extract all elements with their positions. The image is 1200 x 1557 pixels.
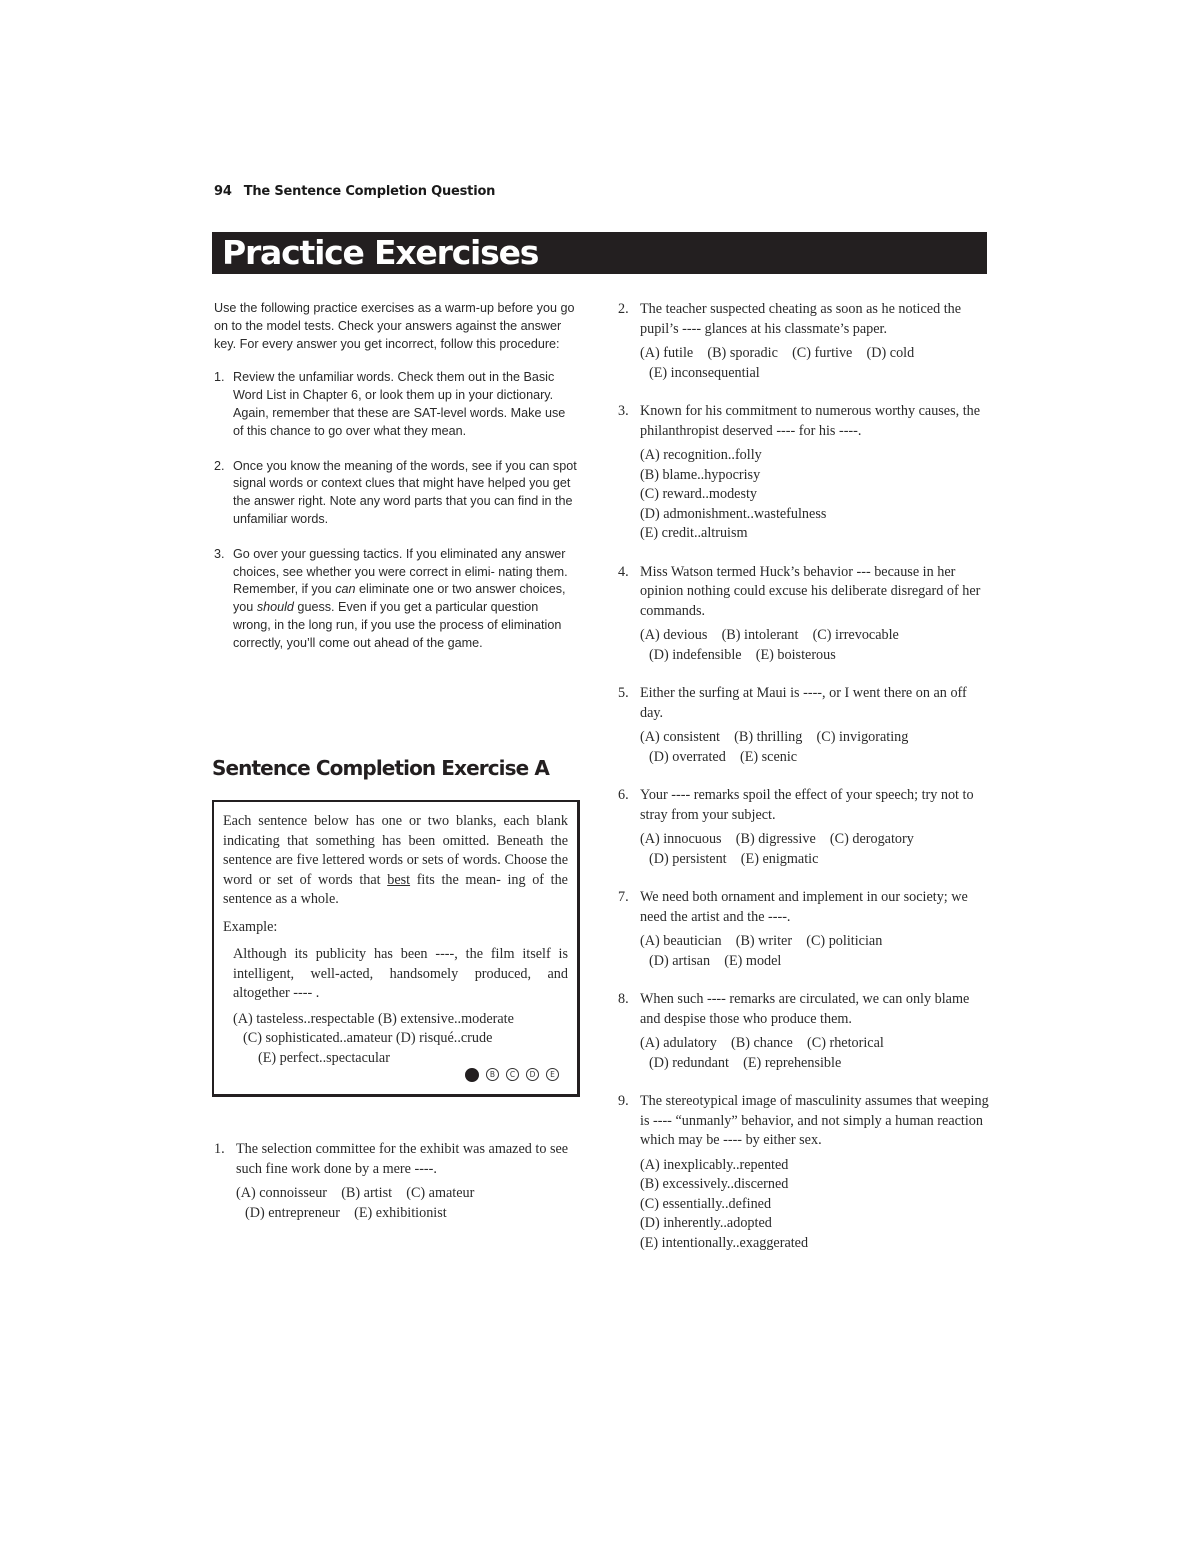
step-text: Once you know the meaning of the words, see if you can spot signal words or context clues that might have helped you get the answer right. Note any word parts that you can find in the unfamiliar words. — [233, 458, 577, 526]
answer-choices — [640, 626, 990, 665]
directions-box — [212, 800, 580, 1097]
question-stem: Your ---- remarks spoil the effect of your speech; try not to stray from your subject. — [640, 787, 974, 823]
example-choice-line: (A) tasteless..respectable (B) extensive..moderate — [233, 1010, 514, 1027]
question-number: 4. — [618, 563, 629, 580]
choice-line: (B) blame..hypocrisy — [640, 466, 761, 483]
question-item — [618, 402, 990, 544]
choice-line: (C) reward..modesty — [640, 486, 758, 502]
answer-bubble: B — [486, 1068, 499, 1081]
choice-line: (A) consistent (B) thrilling (C) invigorating — [640, 729, 909, 745]
example-choice-line: (E) perfect..spectacular — [258, 1049, 390, 1066]
step-text-part: eliminate one or two answer choices, you — [233, 582, 566, 615]
title-banner — [212, 232, 987, 274]
question-item — [618, 888, 990, 971]
page-title: Practice Exercises — [222, 233, 539, 272]
question-number: 9. — [618, 1093, 629, 1109]
emphasis-should: should — [256, 600, 294, 615]
question-item — [618, 1092, 990, 1253]
directions-text-part: Each sentence below has one or two blanks, each blank indicating that something has been omitted. Beneath the sentence are five lettered words or sets of words. Choose the word or set of words that — [223, 813, 568, 888]
directions-text — [223, 812, 568, 910]
choice-line: (A) devious (B) intolerant (C) irrevocable — [640, 627, 899, 643]
answer-bubble: C — [506, 1068, 519, 1081]
question-item — [618, 990, 990, 1073]
answer-choices — [640, 728, 990, 767]
question-stem: Either the surfing at Maui is ----, or I went there on an off day. — [640, 685, 967, 721]
answer-choices — [236, 1184, 580, 1223]
choice-line: (D) artisan (E) model — [649, 952, 782, 969]
answer-bubble-filled — [465, 1068, 479, 1082]
step-text: Review the unfamiliar words. Check them out in the Basic Word List in Chapter 6, or look them up in your dictionary. Again, remember that these are SAT-level words. Make use of this chance to go over what they mean. — [233, 370, 566, 438]
question-number: 3. — [618, 403, 629, 419]
question-stem: When such ---- remarks are circulated, we can only blame and despise those who produce them. — [640, 991, 970, 1027]
example-sentence: Although its publicity has been ----, the film itself is intelligent, well-acted, handsomely produced, and altogether ---- . — [233, 946, 568, 1001]
choice-line: (A) connoisseur (B) artist (C) amateur — [236, 1185, 475, 1201]
question-item — [618, 563, 990, 666]
question-item — [214, 1140, 580, 1223]
question-stem: The selection committee for the exhibit was amazed to see such fine work done by a mere ----. — [236, 1141, 569, 1177]
page-number: 94 — [214, 184, 232, 199]
step-text-part: guess. Even if you get a particular question wrong, in the long run, if you use the process of elimination correctly, you’ll come out ahead of the game. — [233, 600, 562, 650]
choice-line: (D) inherently..adopted — [640, 1215, 772, 1231]
choice-line: (E) intentionally..exaggerated — [640, 1234, 809, 1251]
step-text-part: Go over your guessing tactics. If you eliminated any answer choices, see whether you were correct in elimi- nating them. Remember, if you — [233, 546, 568, 597]
answer-choices — [640, 830, 990, 869]
question-stem: Miss Watson termed Huck’s behavior --- because in her opinion nothing could excuse his deliberate disregard of her commands. — [640, 563, 981, 619]
procedure-list — [214, 369, 579, 652]
choice-line: (C) essentially..defined — [640, 1195, 772, 1212]
choice-line: (A) recognition..folly — [640, 447, 762, 463]
question-number: 8. — [618, 991, 629, 1007]
choice-line: (A) futile (B) sporadic (C) furtive (D) cold — [640, 345, 915, 361]
step-number: 3. — [214, 546, 225, 561]
answer-choices — [640, 344, 990, 383]
intro-paragraph: Use the following practice exercises as a warm-up before you go on to the model tests. Check your answers against the answer key. For every answer you get incorrect, follow this procedure: — [214, 301, 575, 351]
answer-choices — [640, 932, 990, 971]
step-number: 2. — [214, 458, 225, 473]
procedure-step — [214, 458, 579, 529]
question-stem: The teacher suspected cheating as soon as he noticed the pupil’s ---- glances at his classmate’s paper. — [640, 301, 962, 337]
intro-column — [214, 300, 579, 670]
question-number: 2. — [618, 301, 629, 317]
answer-choices — [640, 1156, 990, 1254]
answer-bubbles — [465, 1068, 559, 1082]
choice-line: (A) innocuous (B) digressive (C) derogatory — [640, 831, 914, 847]
section-title: Sentence Completion Exercise A — [212, 756, 549, 780]
procedure-step — [214, 546, 579, 653]
choice-line: (A) adulatory (B) chance (C) rhetorical — [640, 1035, 884, 1051]
choice-line: (D) persistent (E) enigmatic — [649, 850, 819, 867]
question-item — [618, 786, 990, 869]
question-number: 1. — [214, 1141, 225, 1157]
choice-line: (E) credit..altruism — [640, 525, 748, 541]
question-stem: Known for his commitment to numerous worthy causes, the philanthropist deserved ---- for his ----. — [640, 403, 981, 439]
question-number: 5. — [618, 685, 629, 701]
choice-line: (A) beautician (B) writer (C) politician — [640, 933, 883, 949]
step-text — [233, 546, 579, 653]
question-number: 7. — [618, 889, 629, 905]
step-number: 1. — [214, 370, 225, 385]
directions-text-part: fits the mean- ing of the sentence as a whole. — [223, 871, 568, 907]
underlined-word: best — [387, 871, 411, 888]
question-stem: The stereotypical image of masculinity assumes that weeping is ---- “unmanly” behavior, and not simply a human reaction which may be ---- by either sex. — [640, 1093, 989, 1148]
question-stem: We need both ornament and implement in our society; we need the artist and the ----. — [640, 889, 968, 925]
example-choices — [233, 1010, 568, 1069]
question-number: 6. — [618, 787, 629, 803]
choice-line: (D) admonishment..wastefulness — [640, 505, 827, 522]
questions-column — [618, 300, 990, 1253]
running-title: The Sentence Completion Question — [243, 184, 496, 199]
question-item — [618, 300, 990, 383]
answer-bubble: D — [526, 1068, 539, 1081]
answer-choices — [640, 446, 990, 544]
example-choice-line: (C) sophisticated..amateur (D) risqué..crude — [243, 1030, 493, 1046]
example-label: Example: — [223, 918, 278, 935]
choice-line: (A) inexplicably..repented — [640, 1156, 789, 1173]
choice-line: (D) redundant (E) reprehensible — [649, 1054, 842, 1071]
answer-bubble: E — [546, 1068, 559, 1081]
choice-line: (D) overrated (E) scenic — [649, 748, 798, 765]
running-head — [214, 184, 495, 199]
answer-choices — [640, 1034, 990, 1073]
choice-line: (B) excessively..discerned — [640, 1176, 789, 1192]
procedure-step — [214, 369, 579, 440]
emphasis-can: can — [335, 582, 356, 597]
question-item — [618, 684, 990, 767]
choice-line: (D) indefensible (E) boisterous — [649, 646, 836, 663]
choice-line: (D) entrepreneur (E) exhibitionist — [245, 1204, 447, 1221]
choice-line: (E) inconsequential — [649, 364, 760, 381]
